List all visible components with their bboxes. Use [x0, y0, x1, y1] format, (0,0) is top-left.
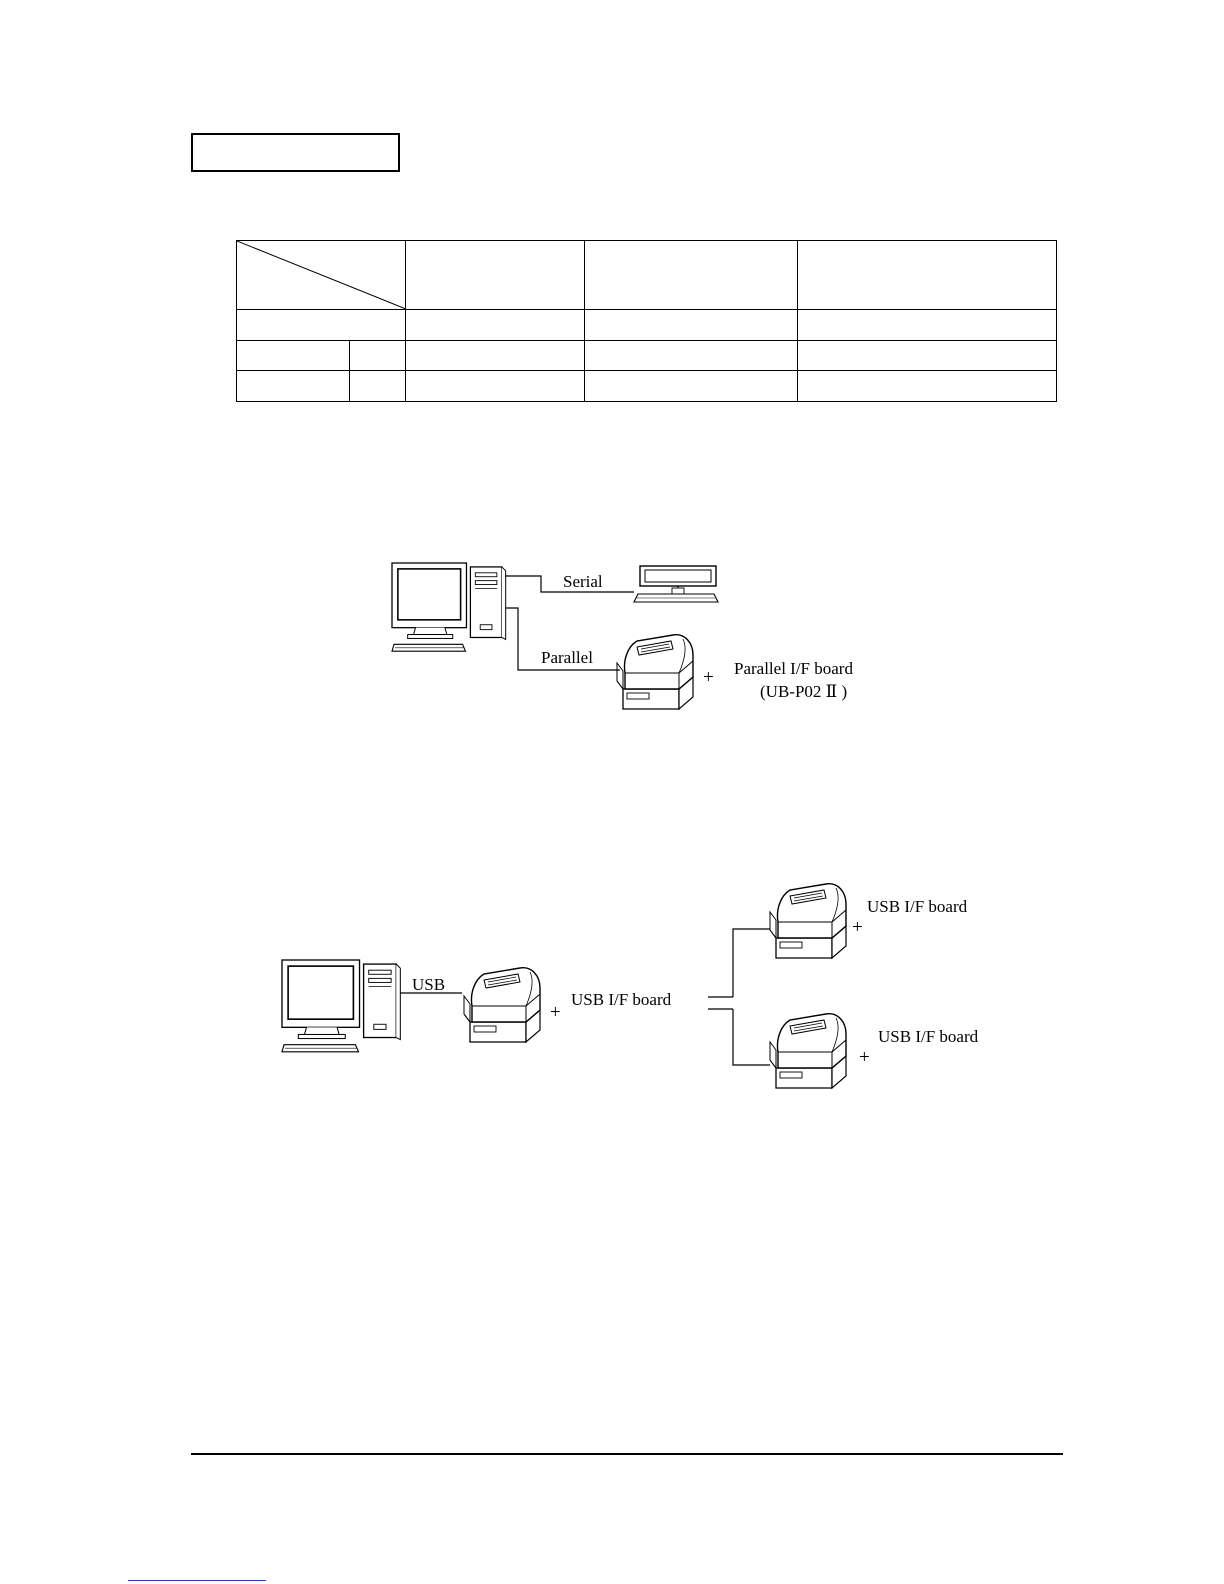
printer-icon [464, 968, 540, 1042]
plus-sign: + [703, 667, 714, 688]
pc-icon [392, 563, 506, 651]
serial-label: Serial [563, 572, 603, 591]
usb-board-label: USB I/F board [571, 990, 672, 1009]
usb-board-label: USB I/F board [878, 1027, 979, 1046]
customer-display-icon [634, 566, 718, 602]
usb-board-label: USB I/F board [867, 897, 968, 916]
printer-icon [770, 1014, 846, 1088]
printer-icon [617, 635, 693, 709]
footer-rule [191, 1453, 1063, 1455]
usb-label: USB [412, 975, 446, 994]
plus-sign: + [852, 917, 863, 938]
pc-icon [282, 960, 400, 1052]
plus-sign: + [550, 1002, 561, 1023]
page-link-underline[interactable] [128, 1580, 266, 1581]
parallel-label: Parallel [541, 648, 593, 667]
usb-branch-connector [708, 929, 770, 1065]
printer-icon [770, 884, 846, 958]
parallel-board-model: (UB-P02 Ⅱ ) [760, 682, 848, 701]
parallel-board-label: Parallel I/F board [734, 659, 853, 678]
plus-sign: + [859, 1047, 870, 1068]
